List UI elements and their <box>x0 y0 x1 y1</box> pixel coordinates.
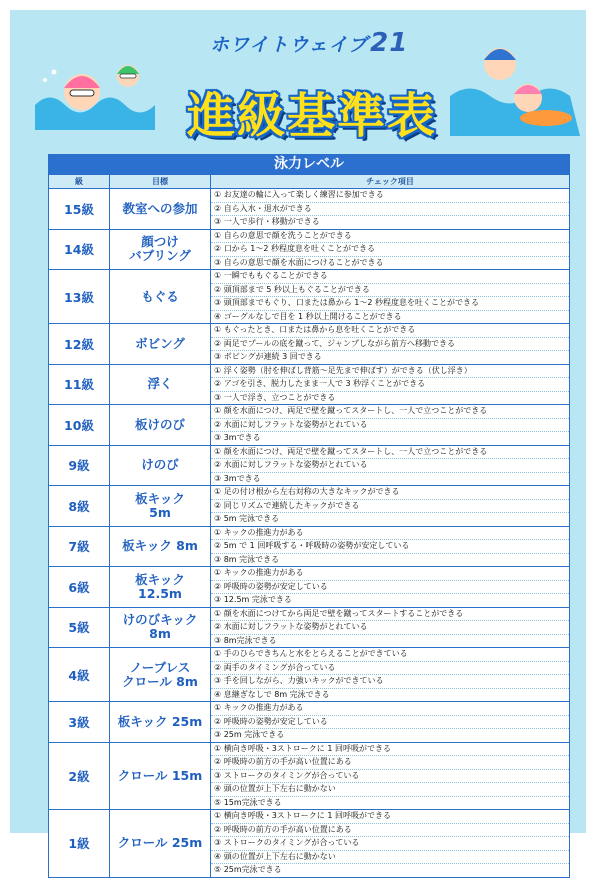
level-cell: 4級 <box>49 648 110 701</box>
check-items-cell <box>211 608 569 648</box>
check-item: ③ 自らの意思で顔を水面につけることができる <box>211 256 569 270</box>
check-item: ③ 一人で歩行・移動ができる <box>211 215 569 229</box>
check-items-cell <box>211 405 569 445</box>
check-item: ④ 息継ぎなしで 8m 完泳できる <box>211 688 569 702</box>
table-row <box>49 269 569 323</box>
page-title: 進級基準表 <box>186 87 437 144</box>
check-item: ② 水面に対しフラットな姿勢がとれている <box>211 418 569 432</box>
check-item: ③ ストロークのタイミングが合っている <box>211 836 569 850</box>
check-item: ③ 12.5m 完泳できる <box>211 593 569 607</box>
check-items-cell <box>211 702 569 742</box>
check-item: ② 両足でプールの底を蹴って、ジャンプしながら前方へ移動できる <box>211 337 569 351</box>
check-item: ② 水面に対しフラットな姿勢がとれている <box>211 620 569 634</box>
check-item: ④ 頭の位置が上下左右に動かない <box>211 850 569 864</box>
goal-cell: けのび <box>110 446 211 486</box>
table-header <box>49 174 569 188</box>
check-item: ② 呼吸時の姿勢が安定している <box>211 580 569 594</box>
check-item: ⑤ 15m完泳できる <box>211 796 569 810</box>
check-item: ③ 8m 完泳できる <box>211 553 569 567</box>
goal-cell: 板キック 12.5m <box>110 567 211 607</box>
check-item: ② 頭頂部まで 5 秒以上もぐることができる <box>211 283 569 297</box>
table-row <box>49 229 569 270</box>
swimming-kids-right-illustration <box>450 26 580 136</box>
goal-cell: 教室への参加 <box>110 189 211 229</box>
goal-cell: けのびキック 8m <box>110 608 211 648</box>
check-item: ① 顔を水面につけ、両足で壁を蹴ってスタートし、一人で立つことができる <box>214 446 488 456</box>
brand-number: 21 <box>370 28 409 58</box>
goal-cell: 板キック 25m <box>110 702 211 742</box>
table-row <box>49 445 569 486</box>
check-item: ② 呼吸時の姿勢が安定している <box>211 715 569 729</box>
table-row <box>49 647 569 701</box>
check-item: ① 浮く姿勢（肘を伸ばし背筋～足先まで伸ばす）ができる（伏し浮き） <box>214 365 472 375</box>
brand-name: ホワイトウェイブ <box>210 34 369 56</box>
goal-cell: 浮く <box>110 365 211 405</box>
goal-cell: もぐる <box>110 270 211 323</box>
check-items-cell <box>211 324 569 364</box>
level-cell: 7級 <box>49 527 110 567</box>
level-cell: 13級 <box>49 270 110 323</box>
level-cell: 10級 <box>49 405 110 445</box>
check-item: ③ ボビングが連続 3 回できる <box>211 350 569 364</box>
check-item: ① もぐったとき、口または鼻から息を吐くことができる <box>214 325 416 334</box>
check-item: ④ 頭の位置が上下左右に動かない <box>211 782 569 796</box>
check-items-cell <box>211 527 569 567</box>
check-item: ③ 5m 完泳できる <box>211 512 569 526</box>
header-level: 級 <box>49 175 110 188</box>
check-item: ③ 一人で浮き、立つことができる <box>211 391 569 405</box>
check-item: ① 横向き呼吸・3ストロークに 1 回呼吸ができる <box>214 811 391 820</box>
check-item: ③ 3mできる <box>211 472 569 486</box>
check-item: ① 横向き呼吸・3ストロークに 1 回呼吸ができる <box>214 743 391 753</box>
check-item: ④ ゴーグルなしで目を 1 秒以上開けることができる <box>211 310 569 324</box>
check-item: ① お友達の輪に入って楽しく練習に参加できる <box>214 190 384 199</box>
check-items-cell <box>211 270 569 323</box>
check-item: ③ 手を回しながら、力強いキックができている <box>211 674 569 688</box>
goal-cell: 板けのび <box>110 405 211 445</box>
page-background <box>10 10 586 874</box>
check-items-cell <box>211 230 569 270</box>
check-item: ① 手のひらできちんと水をとらえることができている <box>214 649 408 658</box>
table-row <box>49 404 569 445</box>
table-row <box>49 742 569 810</box>
check-item: ③ ストロークのタイミングが合っている <box>211 769 569 783</box>
check-items-cell <box>211 486 569 526</box>
swimming-kids-left-illustration <box>30 50 160 130</box>
table-body <box>49 188 569 877</box>
level-cell: 12級 <box>49 324 110 364</box>
level-cell: 15級 <box>49 189 110 229</box>
check-items-cell <box>211 446 569 486</box>
goal-cell: クロール 25m <box>110 810 211 877</box>
level-cell: 2級 <box>49 743 110 810</box>
goal-cell: 板キック 8m <box>110 527 211 567</box>
level-cell: 8級 <box>49 486 110 526</box>
level-cell: 3級 <box>49 702 110 742</box>
check-item: ② 5m で 1 回呼吸する・呼吸時の姿勢が安定している <box>211 539 569 553</box>
table-row <box>49 701 569 742</box>
check-item: ③ 25m 完泳できる <box>211 728 569 742</box>
check-item: ⑤ 25m完泳できる <box>211 863 569 877</box>
header-goal: 目標 <box>110 175 211 188</box>
brand-logo <box>210 28 408 58</box>
check-item: ② 呼吸時の前方の手が高い位置にある <box>211 755 569 769</box>
check-item: ② 口から 1～2 秒程度息を吐くことができる <box>211 242 569 256</box>
check-items-cell <box>211 810 569 877</box>
goal-cell: ノーブレス クロール 8m <box>110 648 211 701</box>
table-row <box>49 188 569 229</box>
check-item: ① 一瞬でももぐることができる <box>214 271 328 280</box>
table-row <box>49 364 569 405</box>
level-table <box>48 154 570 878</box>
check-items-cell <box>211 567 569 607</box>
check-item: ① 顔を水面につけ、両足で壁を蹴ってスタートし、一人で立つことができる <box>214 406 488 415</box>
table-row <box>49 566 569 607</box>
check-item: ③ 8m完泳できる <box>211 634 569 648</box>
table-row <box>49 485 569 526</box>
level-cell: 14級 <box>49 230 110 270</box>
check-item: ② 水面に対しフラットな姿勢がとれている <box>211 458 569 472</box>
check-item: ③ 3mできる <box>211 431 569 445</box>
check-item: ① キックの推進力がある <box>214 703 304 712</box>
level-cell: 9級 <box>49 446 110 486</box>
check-item: ② アゴを引き、脱力したまま一人で 3 秒浮くことができる <box>211 377 569 391</box>
check-item: ② 同じリズムで連続したキックができる <box>211 499 569 513</box>
check-items-cell <box>211 743 569 810</box>
header-check: チェック項目 <box>366 177 414 186</box>
check-item: ② 自ら入水・退水ができる <box>211 202 569 216</box>
check-items-cell <box>211 365 569 405</box>
goal-cell: 顔つけ バブリング <box>110 230 211 270</box>
check-item: ① 顔を水面につけてから両足で壁を蹴ってスタートすることができる <box>214 608 464 618</box>
level-cell: 11級 <box>49 365 110 405</box>
table-row <box>49 607 569 648</box>
check-items-cell <box>211 648 569 701</box>
level-cell: 5級 <box>49 608 110 648</box>
goal-cell: クロール 15m <box>110 743 211 810</box>
table-banner: 泳力レベル <box>49 155 569 174</box>
level-cell: 1級 <box>49 810 110 877</box>
check-item: ② 両手のタイミングが合っている <box>211 661 569 675</box>
table-row <box>49 526 569 567</box>
check-item: ① キックの推進力がある <box>214 527 304 537</box>
check-item: ① キックの推進力がある <box>214 568 304 577</box>
check-item: ① 自らの意思で顔を洗うことができる <box>214 230 352 240</box>
goal-cell: ボビング <box>110 324 211 364</box>
check-item: ② 呼吸時の前方の手が高い位置にある <box>211 823 569 837</box>
level-cell: 6級 <box>49 567 110 607</box>
check-items-cell <box>211 189 569 229</box>
goal-cell: 板キック 5m <box>110 486 211 526</box>
check-item: ③ 頭頂部までもぐり、口または鼻から 1～2 秒程度息を吐くことができる <box>211 296 569 310</box>
check-item: ① 足の付け根から左右対称の大きなキックができる <box>214 487 400 496</box>
table-row <box>49 323 569 364</box>
